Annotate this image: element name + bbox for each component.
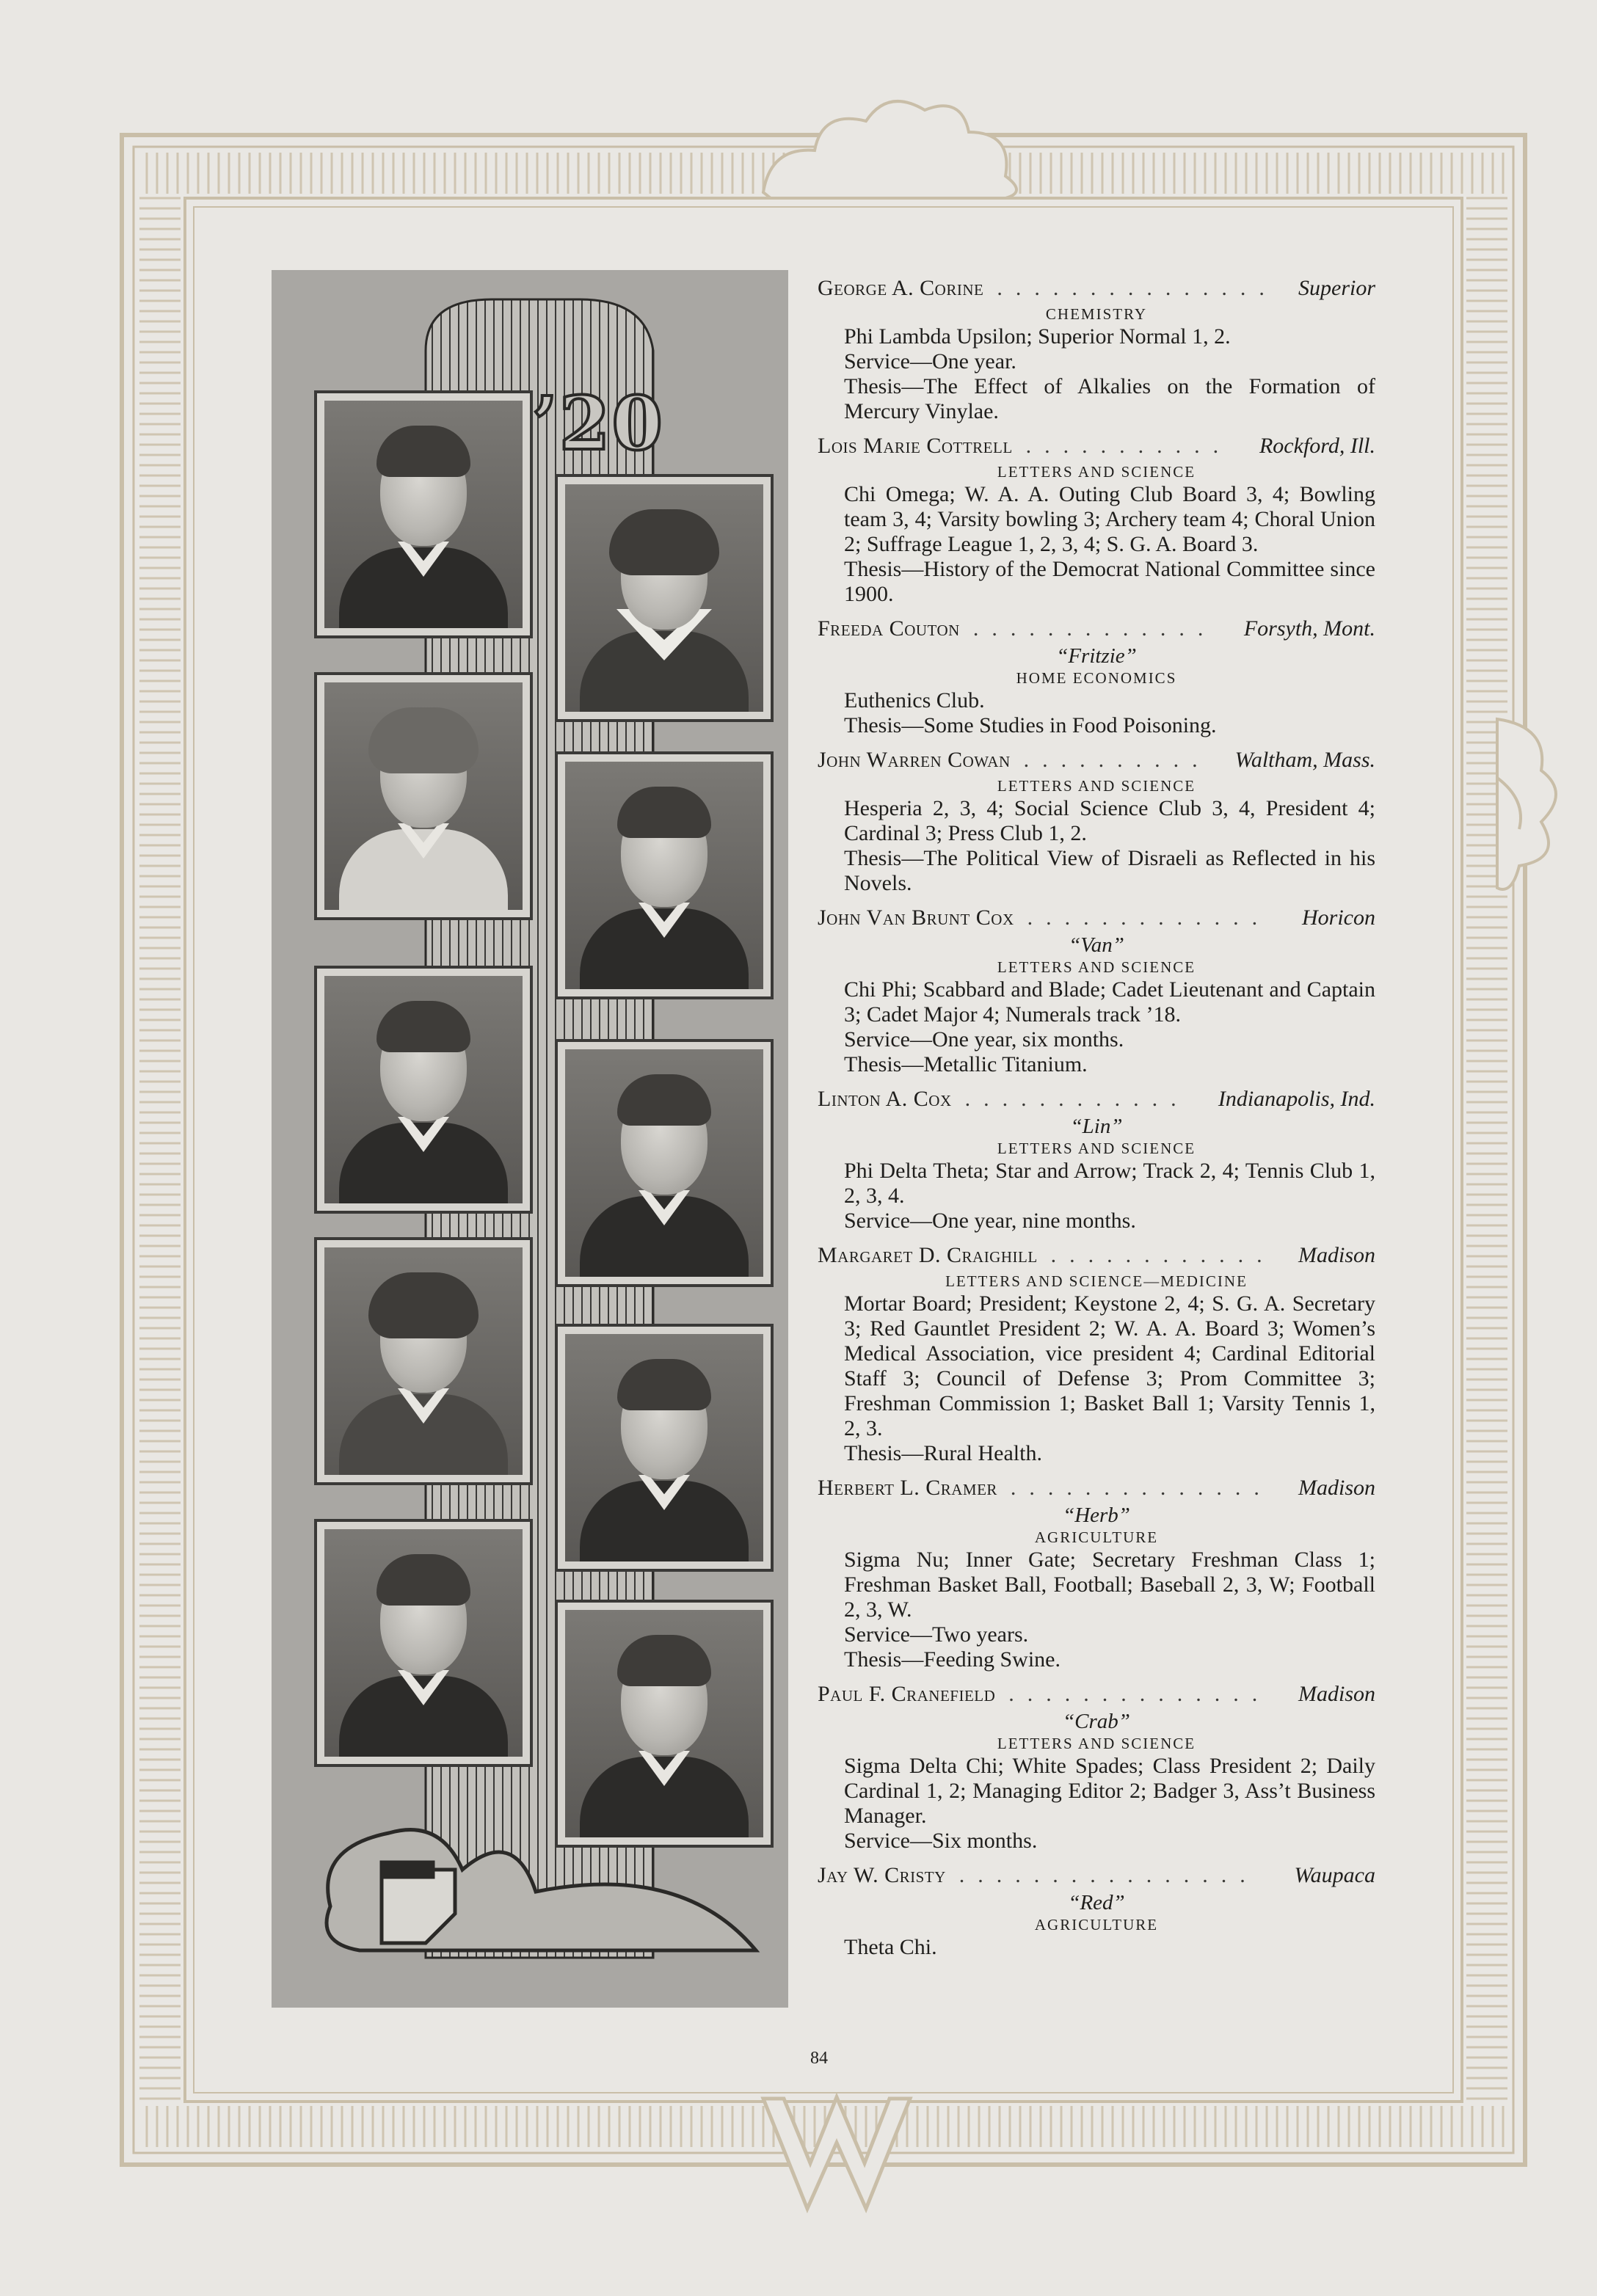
student-name: Margaret D. Craighill	[818, 1243, 1038, 1267]
portrait-photo	[558, 1603, 771, 1845]
student-entry	[818, 1682, 1375, 1854]
portrait-panel	[272, 270, 788, 2008]
student-entry	[818, 434, 1375, 607]
leader-dots: ................	[958, 1863, 1259, 1887]
portrait-photo	[317, 1522, 530, 1764]
hometown: Indianapolis, Ind.	[1218, 1087, 1375, 1111]
portrait-photo	[558, 754, 771, 996]
leader-dots: .............	[1027, 905, 1271, 930]
department: LETTERS AND SCIENCE	[997, 777, 1196, 795]
leader-dots: ..........	[1023, 748, 1211, 772]
leader-dots: ..............	[1010, 1476, 1273, 1500]
department: LETTERS AND SCIENCE	[997, 1735, 1196, 1752]
portrait-photo	[317, 393, 530, 635]
student-entry	[818, 1476, 1375, 1672]
nickname: “Van”	[1069, 933, 1124, 957]
entry-heading	[818, 1476, 1375, 1504]
department: AGRICULTURE	[1034, 1528, 1159, 1546]
activities-text: Hesperia 2, 3, 4; Social Science Club 3, 4, President 4; Cardinal 3; Press Club 1, 2. Thesis—The Political View of Disraeli as Reflected in his Novels.	[844, 796, 1375, 895]
student-name: George A. Corine	[818, 276, 984, 300]
student-entry	[818, 1087, 1375, 1233]
portrait-photo	[558, 1042, 771, 1284]
entry-heading	[818, 1682, 1375, 1710]
activities-text: Theta Chi.	[844, 1935, 937, 1959]
student-name: Paul F. Cranefield	[818, 1682, 996, 1706]
nickname: “Lin”	[1070, 1115, 1123, 1138]
portrait-photo	[317, 1240, 530, 1482]
student-name: Herbert L. Cramer	[818, 1476, 997, 1500]
hometown: Madison	[1298, 1243, 1375, 1267]
department: LETTERS AND SCIENCE	[997, 1140, 1196, 1157]
hometown: Horicon	[1302, 905, 1375, 930]
student-entry	[818, 1863, 1375, 1960]
hometown: Madison	[1298, 1682, 1375, 1706]
activities-text: Chi Omega; W. A. A. Outing Club Board 3, 4; Bowling team 3, 4; Varsity bowling 3; Archery team 4; Choral Union 2; Suffrage League 1, 2, 3, 4; S. G. A. Board 3. Thesis—History of the Democrat National Committee since 1900.	[844, 482, 1375, 606]
entry-heading	[818, 434, 1375, 462]
activities-text: Sigma Nu; Inner Gate; Secretary Freshman Class 1; Freshman Basket Ball, Football; Baseball 2, 3, W; Football 2, 3, W. Service—Two years. Thesis—Feeding Swine.	[844, 1548, 1375, 1672]
portrait-photo	[317, 969, 530, 1211]
hometown: Rockford, Ill.	[1259, 434, 1375, 458]
hometown: Waupaca	[1294, 1863, 1375, 1887]
student-name: John Van Brunt Cox	[818, 905, 1014, 930]
student-name: John Warren Cowan	[818, 748, 1011, 772]
student-name: Lois Marie Cottrell	[818, 434, 1013, 458]
department: AGRICULTURE	[1034, 1916, 1159, 1934]
leader-dots: ............	[1050, 1243, 1276, 1267]
activities-text: Sigma Delta Chi; White Spades; Class President 2; Daily Cardinal 1, 2; Managing Editor 2; Badger 3, Ass’t Business Manager. Service—Six months.	[844, 1754, 1375, 1853]
portrait-photo	[558, 477, 771, 719]
activities-text: Mortar Board; President; Keystone 2, 4; S. G. A. Secretary 3; Red Gauntlet President 2; W. A. A. Board 3; Women’s Medical Association, vice president 4; Cardinal Editorial Staff 3; Council of Defense 3; Prom Committee 3; Freshman Commission 1; Basket Ball 1; Varsity Tennis 1, 2, 3. Thesis—Rural Health.	[844, 1291, 1375, 1465]
department: HOME ECONOMICS	[1016, 669, 1177, 687]
student-entries	[818, 276, 1375, 1969]
student-name: Freeda Couton	[818, 616, 960, 641]
hometown: Madison	[1298, 1476, 1375, 1500]
department: LETTERS AND SCIENCE	[997, 958, 1196, 976]
student-name: Jay W. Cristy	[818, 1863, 946, 1887]
activities-text: Chi Phi; Scabbard and Blade; Cadet Lieutenant and Captain 3; Cadet Major 4; Numerals track ’18. Service—One year, six months. Thesis—Metallic Titanium.	[844, 977, 1375, 1076]
entry-heading	[818, 1243, 1375, 1271]
leader-dots: ...............	[997, 276, 1278, 300]
leader-dots: .............	[972, 616, 1217, 641]
class-year-mark: ’20	[532, 380, 664, 467]
leader-dots: ...........	[1025, 434, 1232, 458]
department: LETTERS AND SCIENCE—MEDICINE	[945, 1272, 1248, 1290]
department: CHEMISTRY	[1045, 305, 1148, 323]
nickname: “Herb”	[1063, 1504, 1130, 1527]
entry-heading	[818, 616, 1375, 644]
leader-dots: ..............	[1008, 1682, 1271, 1706]
nickname: “Crab”	[1063, 1710, 1130, 1733]
hometown: Forsyth, Mont.	[1243, 616, 1375, 641]
student-entry	[818, 276, 1375, 424]
page-number: 84	[810, 2049, 828, 2068]
portrait-photo	[558, 1327, 771, 1569]
entry-heading	[818, 1863, 1375, 1891]
activities-text: Phi Delta Theta; Star and Arrow; Track 2, 4; Tennis Club 1, 2, 3, 4. Service—One year, nine months.	[844, 1159, 1375, 1233]
portrait-photo	[317, 675, 530, 917]
student-entry	[818, 1243, 1375, 1466]
hometown: Waltham, Mass.	[1234, 748, 1375, 772]
nickname: “Fritzie”	[1056, 644, 1137, 668]
entry-heading	[818, 276, 1375, 304]
hometown: Superior	[1298, 276, 1375, 300]
entry-heading	[818, 1087, 1375, 1115]
student-entry	[818, 905, 1375, 1077]
nickname: “Red”	[1068, 1891, 1125, 1914]
student-name: Linton A. Cox	[818, 1087, 952, 1111]
entry-heading	[818, 748, 1375, 776]
department: LETTERS AND SCIENCE	[997, 463, 1196, 481]
activities-text: Phi Lambda Upsilon; Superior Normal 1, 2. Service—One year. Thesis—The Effect of Alkalies on the Formation of Mercury Vinylae.	[844, 324, 1375, 423]
student-entry	[818, 748, 1375, 896]
leader-dots: ............	[964, 1087, 1190, 1111]
student-entry	[818, 616, 1375, 738]
entry-heading	[818, 905, 1375, 933]
activities-text: Euthenics Club. Thesis—Some Studies in Food Poisoning.	[844, 688, 1217, 737]
